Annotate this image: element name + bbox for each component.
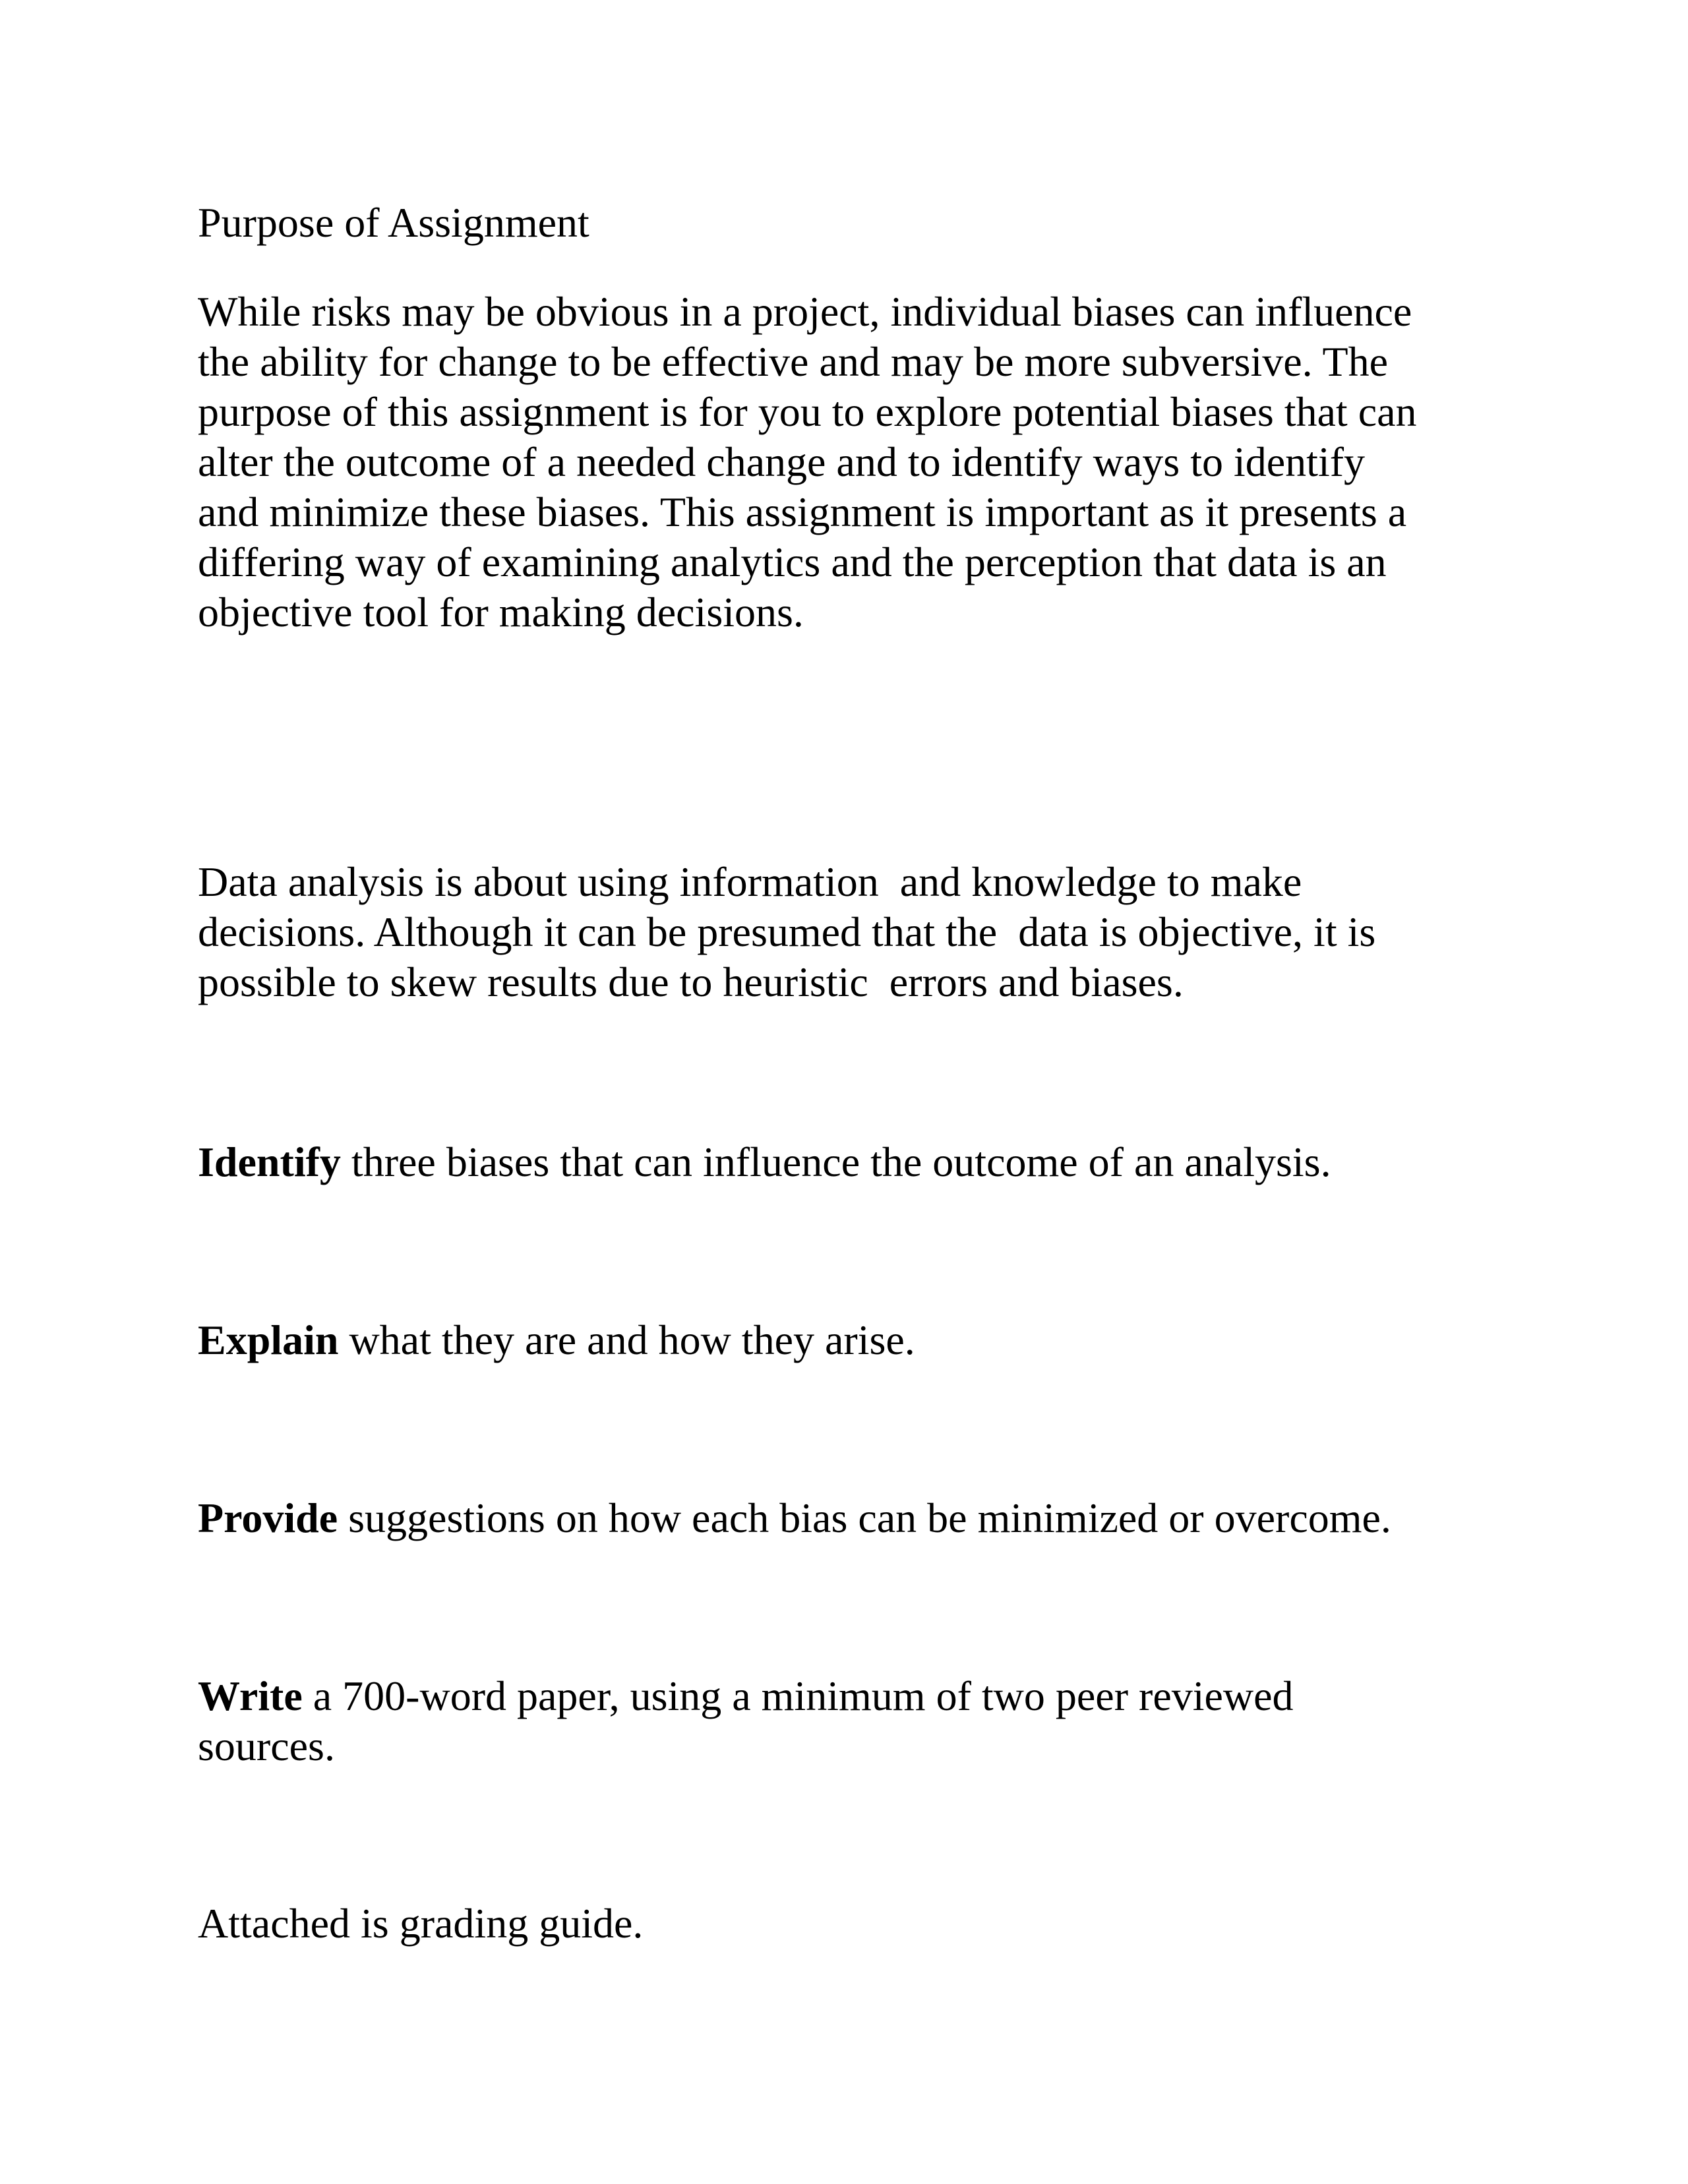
task-keyword: Write <box>198 1672 303 1719</box>
intro-line: objective tool for making decisions. <box>198 589 804 635</box>
task-identify <box>198 1137 1503 1187</box>
intro-line: purpose of this assignment is for you to explore potential biases that can <box>198 388 1417 435</box>
intro-line: While risks may be obvious in a project, individual biases can influence <box>198 288 1412 335</box>
document-title: Purpose of Assignment <box>198 199 589 246</box>
task-text: what they are and how they arise. <box>338 1316 915 1363</box>
intro-line: and minimize these biases. This assignment is important as it presents a <box>198 488 1407 535</box>
task-text: a 700-word paper, using a minimum of two peer reviewed sources. <box>198 1672 1294 1769</box>
closing-note: Attached is grading guide. <box>198 1900 644 1947</box>
intro-line: the ability for change to be effective and may be more subversive. The <box>198 338 1388 385</box>
task-keyword: Provide <box>198 1494 338 1541</box>
task-write <box>198 1671 1398 1771</box>
intro-line: alter the outcome of a needed change and to identify ways to identify <box>198 438 1366 485</box>
analysis-line: decisions. Although it can be presumed that the data is objective, it is <box>198 908 1376 955</box>
task-text: three biases that can influence the outcome of an analysis. <box>340 1138 1331 1185</box>
analysis-paragraph <box>198 857 1424 1007</box>
intro-line: differing way of examining analytics and the perception that data is an <box>198 539 1387 585</box>
task-text: suggestions on how each bias can be minimized or overcome. <box>338 1494 1391 1541</box>
task-keyword: Explain <box>198 1316 339 1363</box>
task-explain <box>198 1315 1503 1365</box>
task-provide <box>198 1493 1503 1543</box>
analysis-line: possible to skew results due to heuristic errors and biases. <box>198 959 1184 1005</box>
analysis-line: Data analysis is about using information and knowledge to make <box>198 858 1302 905</box>
intro-paragraph <box>198 287 1490 637</box>
task-keyword: Identify <box>198 1138 341 1185</box>
